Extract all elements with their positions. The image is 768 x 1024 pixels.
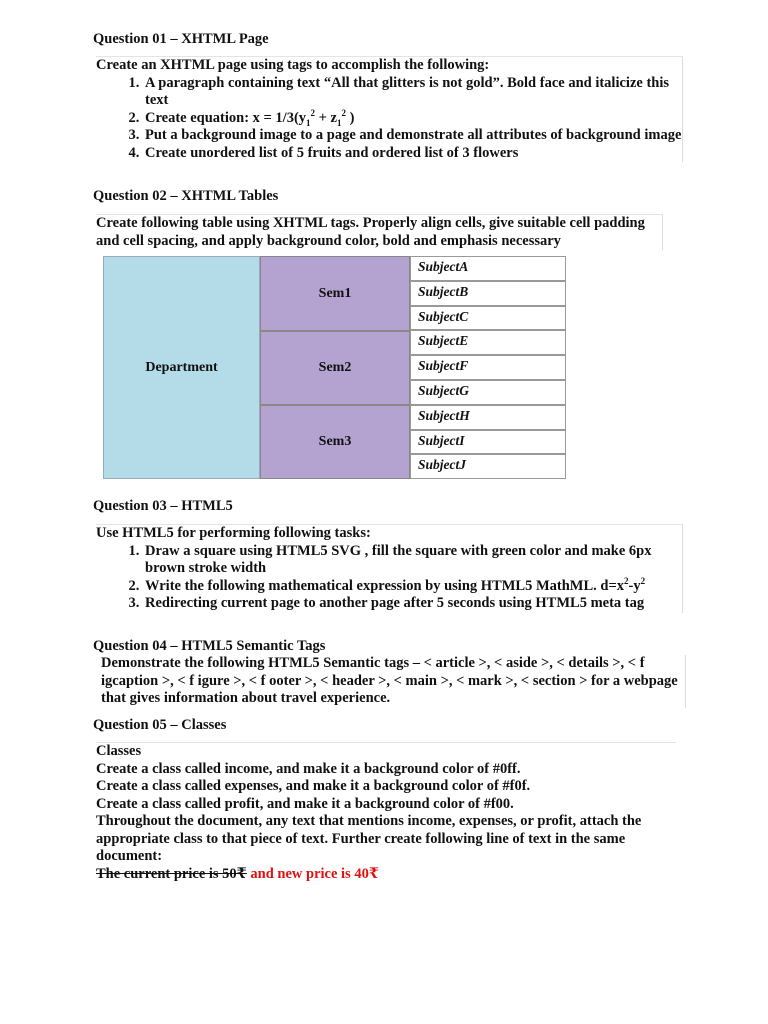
q5-line-income: Create a class called income, and make it a background color of #0ff. xyxy=(96,760,521,777)
q3-item-1: 1. Draw a square using HTML5 SVG , fill the square with green color and make 6px brown stroke width xyxy=(143,543,682,578)
q1-intro: Create an XHTML page using tags to accomplish the following: xyxy=(96,57,490,73)
q5-price-line xyxy=(96,866,676,884)
q5-line-classes: Classes xyxy=(96,743,142,759)
subject-cell: SubjectB xyxy=(410,281,566,306)
q3-item-3: 3. Redirecting current page to another page after 5 seconds using HTML5 meta tag xyxy=(143,595,682,613)
subject-cell: SubjectH xyxy=(410,405,566,430)
sem2-cell: Sem2 xyxy=(260,331,410,405)
q3-intro: Use HTML5 for performing following tasks: xyxy=(96,525,371,541)
q5-box xyxy=(96,742,676,883)
new-price: and new price is 40₹ xyxy=(246,865,379,882)
q5-line-expenses: Create a class called expenses, and make it a background color of #f0f. xyxy=(96,778,531,794)
q1-item-4: 4. Create unordered list of 5 fruits and ordered list of 3 flowers xyxy=(143,145,682,163)
subject-cell: SubjectF xyxy=(410,355,566,380)
subject-cell: SubjectC xyxy=(410,306,566,331)
q1-item-3: 3. Put a background image to a page and demonstrate all attributes of background image xyxy=(143,127,682,145)
q4-heading: Question 04 – HTML5 Semantic Tags xyxy=(93,638,326,654)
q2-heading: Question 02 – XHTML Tables xyxy=(93,188,279,204)
q3-item-2-math: 2. Write the following mathematical expression by using HTML5 MathML. $d=x^2-y^2$ xyxy=(143,578,682,596)
subject-table xyxy=(103,256,566,479)
q5-line-throughout: Throughout the document, any text that mentions income, expenses, or profit, attach the appropriate class to that piece of text. Further create following line of text in the same document: xyxy=(96,813,642,864)
q4-text: Demonstrate the following HTML5 Semantic tags – < article >, < aside >, < details >, < f igcaption >, < f igure >, < f ooter >, < header >, < main >, < mark >, < section > for a webpage that gives information about travel experience. xyxy=(101,655,686,708)
q1-item-1: 1. A paragraph containing text “All that glitters is not gold”. Bold face and italicize this text xyxy=(143,75,682,110)
q1-box xyxy=(96,56,683,162)
sem3-cell: Sem3 xyxy=(260,405,410,479)
subject-cell: SubjectG xyxy=(410,380,566,405)
q1-item-2-equation: 2. Create equation: $x = 1/3(y_1^2 + z_1^2$ ) xyxy=(143,110,682,128)
q3-heading: Question 03 – HTML5 xyxy=(93,498,233,514)
q1-list xyxy=(96,75,682,163)
subject-cell: SubjectA xyxy=(410,256,566,281)
subject-cell: SubjectJ xyxy=(410,454,566,479)
sem1-cell: Sem1 xyxy=(260,256,410,331)
subject-cell: SubjectE xyxy=(410,330,566,355)
q3-box xyxy=(96,524,683,613)
q3-list xyxy=(96,543,682,613)
q5-line-profit: Create a class called profit, and make it a background color of #f00. xyxy=(96,795,514,812)
subject-cell: SubjectI xyxy=(410,430,566,455)
department-cell: Department xyxy=(103,256,260,479)
old-price: The current price is 50₹ xyxy=(96,865,247,882)
q5-heading: Question 05 – Classes xyxy=(93,717,227,733)
q2-intro: Create following table using XHTML tags. Properly align cells, give suitable cell padding and cell spacing, and apply background color, bold and emphasis necessary xyxy=(96,214,663,250)
q1-heading: Question 01 – XHTML Page xyxy=(93,31,269,47)
